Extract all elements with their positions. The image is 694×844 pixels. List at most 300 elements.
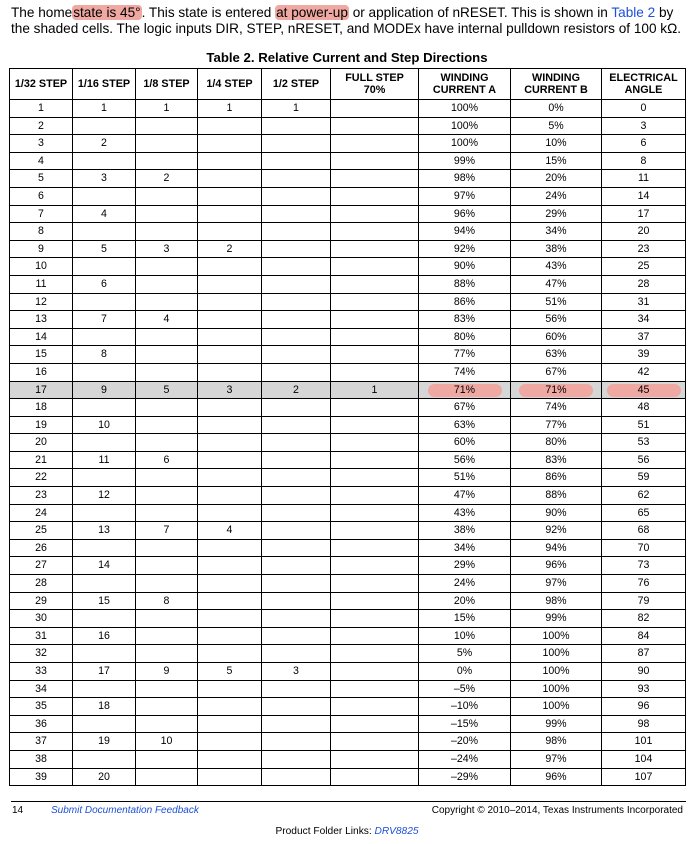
table-cell: [198, 575, 262, 593]
table-cell: [136, 698, 198, 716]
table-cell: 56: [602, 451, 686, 469]
table-cell: [331, 187, 419, 205]
table-cell: 99%: [419, 152, 511, 170]
table-cell: 25: [10, 522, 73, 540]
table-cell: 1: [136, 100, 198, 118]
table-cell: [331, 680, 419, 698]
table-cell: [331, 100, 419, 118]
table-cell: 39: [602, 346, 686, 364]
table-cell: [262, 346, 331, 364]
table-cell: [136, 328, 198, 346]
table-cell: [198, 610, 262, 628]
table-cell: [198, 487, 262, 505]
table-cell: [262, 733, 331, 751]
table-row: [10, 663, 686, 681]
table-cell: 6: [73, 275, 136, 293]
table-cell: 3: [262, 663, 331, 681]
table-cell: [136, 557, 198, 575]
table-cell: [73, 750, 136, 768]
header-row: [10, 69, 686, 100]
table-cell: 86%: [511, 469, 602, 487]
table-cell: 3: [198, 381, 262, 399]
table-cell: 34%: [511, 223, 602, 241]
column-header-line: WINDING: [440, 72, 489, 84]
table-cell: [262, 504, 331, 522]
table-cell: 42: [602, 363, 686, 381]
footer-rule: [11, 801, 686, 802]
table-cell: 21: [10, 451, 73, 469]
table-row: [10, 487, 686, 505]
table-cell: [136, 346, 198, 364]
table-cell: [136, 434, 198, 452]
table-cell: [331, 522, 419, 540]
table-cell: 31: [602, 293, 686, 311]
table-cell: 93: [602, 680, 686, 698]
table-cell: [198, 187, 262, 205]
table-cell: 77%: [511, 416, 602, 434]
table-cell: [262, 715, 331, 733]
table-row: [10, 416, 686, 434]
table-cell: 10: [10, 258, 73, 276]
intro-text-2: . This state is entered: [141, 5, 272, 20]
table-cell: 18: [10, 399, 73, 417]
table-cell: [136, 135, 198, 153]
table-cell: [136, 117, 198, 135]
column-header: [262, 69, 331, 100]
column-header-line: FULL STEP: [345, 72, 404, 84]
table-cell: 99%: [511, 610, 602, 628]
table-caption: Table 2. Relative Current and Step Directions: [206, 50, 488, 65]
table-cell: [262, 117, 331, 135]
table-row: [10, 451, 686, 469]
table-cell: 7: [136, 522, 198, 540]
table-cell: 34: [602, 311, 686, 329]
table-cell: [198, 170, 262, 188]
table-cell: [331, 346, 419, 364]
table-row: [10, 768, 686, 786]
table-2-link[interactable]: Table 2: [611, 5, 656, 20]
table-cell: [198, 363, 262, 381]
table-cell: 67%: [511, 363, 602, 381]
table-cell: 62: [602, 487, 686, 505]
table-cell: 92%: [511, 522, 602, 540]
table-cell: [331, 152, 419, 170]
table-row: [10, 100, 686, 118]
table-cell: 28: [10, 575, 73, 593]
table-cell: [331, 293, 419, 311]
column-header-line: 1/32 STEP: [14, 78, 68, 90]
table-cell: 25: [602, 258, 686, 276]
table-cell: 28: [602, 275, 686, 293]
table-cell: 65: [602, 504, 686, 522]
table-cell: [262, 311, 331, 329]
table-cell: 13: [10, 311, 73, 329]
table-row: [10, 311, 686, 329]
table-cell: 23: [602, 240, 686, 258]
table-row: [10, 539, 686, 557]
table-cell: 104: [602, 750, 686, 768]
table-cell: 34: [10, 680, 73, 698]
table-cell: [331, 469, 419, 487]
table-cell: [198, 223, 262, 241]
table-cell: [198, 451, 262, 469]
table-cell: 60%: [419, 434, 511, 452]
table-cell: [73, 117, 136, 135]
table-cell: [331, 258, 419, 276]
table-cell: 6: [602, 135, 686, 153]
table-cell: [198, 346, 262, 364]
table-row: [10, 575, 686, 593]
table-row: [10, 258, 686, 276]
table-cell: [262, 627, 331, 645]
table-cell: [262, 275, 331, 293]
highlight-mark: 71%: [428, 384, 502, 397]
table-cell: 2: [136, 170, 198, 188]
table-row: [10, 205, 686, 223]
table-cell: 100%: [511, 680, 602, 698]
table-cell: [331, 399, 419, 417]
table-cell: 59: [602, 469, 686, 487]
table-row: [10, 504, 686, 522]
table-cell: 16: [73, 627, 136, 645]
table-row: [10, 750, 686, 768]
table-cell: 100%: [511, 645, 602, 663]
table-row-home-state: [10, 381, 686, 399]
table-cell: 14: [602, 187, 686, 205]
table-cell: [136, 575, 198, 593]
table-cell: [73, 187, 136, 205]
table-cell: –15%: [419, 715, 511, 733]
table-row: [10, 627, 686, 645]
table-cell: –29%: [419, 768, 511, 786]
table-cell: 100%: [511, 698, 602, 716]
table-cell: 43%: [511, 258, 602, 276]
table-cell: –24%: [419, 750, 511, 768]
column-header-line: WINDING: [532, 72, 580, 84]
table-cell: 5%: [511, 117, 602, 135]
table-cell: [136, 205, 198, 223]
table-cell: –20%: [419, 733, 511, 751]
table-row: [10, 592, 686, 610]
table-cell: 17: [602, 205, 686, 223]
table-cell: [198, 768, 262, 786]
table-cell: [136, 293, 198, 311]
table-cell: [331, 117, 419, 135]
table-cell: 9: [73, 381, 136, 399]
table-cell: [331, 539, 419, 557]
table-cell: [262, 399, 331, 417]
table-row: [10, 223, 686, 241]
table-cell: [262, 223, 331, 241]
table-cell: 17: [73, 663, 136, 681]
table-cell: [331, 698, 419, 716]
table-cell: [73, 645, 136, 663]
table-cell: [198, 504, 262, 522]
product-folder-links: [0, 826, 694, 837]
table-cell: [136, 645, 198, 663]
table-cell: 18: [73, 698, 136, 716]
table-cell: [73, 469, 136, 487]
table-cell: [331, 575, 419, 593]
table-cell: [136, 768, 198, 786]
table-cell: [198, 469, 262, 487]
table-cell: 68: [602, 522, 686, 540]
table-cell: 107: [602, 768, 686, 786]
table-row: [10, 187, 686, 205]
table-row: [10, 293, 686, 311]
table-cell: [262, 592, 331, 610]
column-header: [198, 69, 262, 100]
column-header: [73, 69, 136, 100]
table-cell: [136, 539, 198, 557]
table-cell: [73, 610, 136, 628]
table-cell: 14: [73, 557, 136, 575]
table-cell: 76: [602, 575, 686, 593]
table-cell: [73, 399, 136, 417]
table-cell: 90: [602, 663, 686, 681]
table-cell: 17: [10, 381, 73, 399]
pf-label: Product Folder Links:: [275, 826, 375, 837]
table-cell: 100%: [511, 627, 602, 645]
table-cell: 32: [10, 645, 73, 663]
step-table: [9, 68, 686, 786]
table-cell: [331, 715, 419, 733]
table-cell: [262, 416, 331, 434]
table-cell: 13: [73, 522, 136, 540]
table-row: [10, 399, 686, 417]
table-row: [10, 715, 686, 733]
column-header-line: ELECTRICAL: [609, 72, 678, 84]
table-cell: 37: [602, 328, 686, 346]
table-cell: 31: [10, 627, 73, 645]
table-cell: 8: [602, 152, 686, 170]
table-cell: 3: [602, 117, 686, 135]
table-cell: –5%: [419, 680, 511, 698]
table-cell: [262, 240, 331, 258]
table-cell: 82: [602, 610, 686, 628]
table-cell: 73: [602, 557, 686, 575]
feedback-link[interactable]: Submit Documentation Feedback: [51, 805, 199, 816]
table-row: [10, 469, 686, 487]
table-cell: 38%: [511, 240, 602, 258]
table-cell: [198, 205, 262, 223]
table-cell: 29: [10, 592, 73, 610]
table-row: [10, 434, 686, 452]
table-cell: 29%: [511, 205, 602, 223]
table-cell: [73, 575, 136, 593]
table-cell: [331, 434, 419, 452]
table-cell: [73, 539, 136, 557]
table-cell: 38: [10, 750, 73, 768]
table-cell: 5: [198, 663, 262, 681]
table-cell: [136, 152, 198, 170]
table-cell: [198, 117, 262, 135]
table-cell: 87: [602, 645, 686, 663]
table-cell: 2: [262, 381, 331, 399]
table-cell: [331, 627, 419, 645]
table-cell: 20%: [419, 592, 511, 610]
table-cell: 11: [602, 170, 686, 188]
table-cell: 16: [10, 363, 73, 381]
column-header-line: 70%: [363, 84, 386, 96]
table-cell: [198, 258, 262, 276]
table-cell: [136, 504, 198, 522]
table-cell: [262, 698, 331, 716]
table-cell: [73, 363, 136, 381]
table-cell: [331, 170, 419, 188]
table-cell: [198, 645, 262, 663]
table-cell: –10%: [419, 698, 511, 716]
table-row: [10, 275, 686, 293]
table-cell: [136, 416, 198, 434]
table-cell: [136, 469, 198, 487]
table-cell: 15: [10, 346, 73, 364]
table-row: [10, 733, 686, 751]
table-cell: 97%: [511, 750, 602, 768]
table-cell: 4: [73, 205, 136, 223]
copyright: Copyright © 2010–2014, Texas Instruments Incorporated: [431, 805, 683, 816]
column-header: [511, 69, 602, 100]
table-cell: [331, 416, 419, 434]
table-cell: [331, 275, 419, 293]
table-cell: 88%: [511, 487, 602, 505]
table-cell: 63%: [511, 346, 602, 364]
table-cell: 15: [73, 592, 136, 610]
table-cell: [331, 557, 419, 575]
table-cell: 1: [73, 100, 136, 118]
table-cell: 88%: [419, 275, 511, 293]
table-cell: [73, 258, 136, 276]
table-cell: 7: [73, 311, 136, 329]
table-cell: [73, 680, 136, 698]
table-cell: [262, 539, 331, 557]
table-row: [10, 680, 686, 698]
table-cell: 90%: [419, 258, 511, 276]
table-cell: 19: [10, 416, 73, 434]
column-header-line: CURRENT A: [432, 84, 497, 96]
table-cell: 6: [136, 451, 198, 469]
table-cell: 100%: [511, 663, 602, 681]
table-cell: 43%: [419, 504, 511, 522]
column-header: [10, 69, 73, 100]
table-cell: 15%: [419, 610, 511, 628]
column-header: [136, 69, 198, 100]
table-cell: [602, 381, 686, 399]
table-cell: [262, 750, 331, 768]
table-cell: [262, 610, 331, 628]
table-cell: [136, 363, 198, 381]
intro-paragraph: [11, 5, 686, 36]
table-cell: [262, 170, 331, 188]
table-cell: 100%: [419, 117, 511, 135]
table-cell: 11: [10, 275, 73, 293]
table-cell: 0: [602, 100, 686, 118]
column-header-line: 1/8 STEP: [143, 78, 190, 90]
table-cell: [262, 328, 331, 346]
table-cell: [262, 293, 331, 311]
table-row: [10, 152, 686, 170]
highlight-mark: 45: [607, 384, 681, 397]
table-row: [10, 645, 686, 663]
table-cell: [73, 223, 136, 241]
table-cell: 12: [10, 293, 73, 311]
table-cell: [73, 434, 136, 452]
table-cell: 20: [73, 768, 136, 786]
table-cell: [262, 645, 331, 663]
table-cell: [73, 328, 136, 346]
table-cell: [198, 698, 262, 716]
table-row: [10, 363, 686, 381]
table-row: [10, 522, 686, 540]
table-cell: [262, 205, 331, 223]
table-cell: [198, 416, 262, 434]
table-cell: 10: [136, 733, 198, 751]
table-cell: 3: [136, 240, 198, 258]
table-cell: [198, 434, 262, 452]
table-cell: 38%: [419, 522, 511, 540]
drv8825-link[interactable]: DRV8825: [374, 826, 419, 837]
column-header-line: 1/2 STEP: [272, 78, 320, 90]
table-cell: [262, 557, 331, 575]
table-cell: 20: [10, 434, 73, 452]
table-cell: 3: [10, 135, 73, 153]
table-cell: 5%: [419, 645, 511, 663]
table-cell: 5: [73, 240, 136, 258]
table-cell: 86%: [419, 293, 511, 311]
table-body: [10, 100, 686, 786]
table-cell: 2: [73, 135, 136, 153]
page-number: 14: [12, 805, 24, 816]
table-cell: 9: [10, 240, 73, 258]
table-cell: [73, 293, 136, 311]
table-cell: 8: [136, 592, 198, 610]
table-cell: [198, 733, 262, 751]
table-cell: 30: [10, 610, 73, 628]
table-row: [10, 698, 686, 716]
table-cell: 56%: [419, 451, 511, 469]
table-cell: [262, 187, 331, 205]
table-cell: [136, 258, 198, 276]
column-header: [419, 69, 511, 100]
table-cell: 98%: [511, 592, 602, 610]
intro-text-4: by the shaded cells. The logic inputs DIR, STEP, nRESET, and MODEx have internal pulldown resistors of 100 kΩ.: [11, 5, 682, 36]
table-cell: 24%: [511, 187, 602, 205]
table-cell: [331, 645, 419, 663]
table-cell: [198, 627, 262, 645]
table-cell: [331, 328, 419, 346]
table-cell: [136, 610, 198, 628]
table-cell: [198, 311, 262, 329]
table-cell: 10: [73, 416, 136, 434]
table-row: [10, 557, 686, 575]
table-row: [10, 328, 686, 346]
table-cell: 7: [10, 205, 73, 223]
table-cell: 4: [10, 152, 73, 170]
table-cell: [331, 205, 419, 223]
table-cell: 37: [10, 733, 73, 751]
table-cell: 24: [10, 504, 73, 522]
table-cell: 20: [602, 223, 686, 241]
table-cell: [331, 487, 419, 505]
table-cell: 1: [331, 381, 419, 399]
column-header-line: 1/16 STEP: [77, 78, 131, 90]
table-cell: [262, 135, 331, 153]
table-cell: 96: [602, 698, 686, 716]
table-cell: 77%: [419, 346, 511, 364]
table-cell: [73, 504, 136, 522]
table-cell: [262, 363, 331, 381]
table-row: [10, 240, 686, 258]
